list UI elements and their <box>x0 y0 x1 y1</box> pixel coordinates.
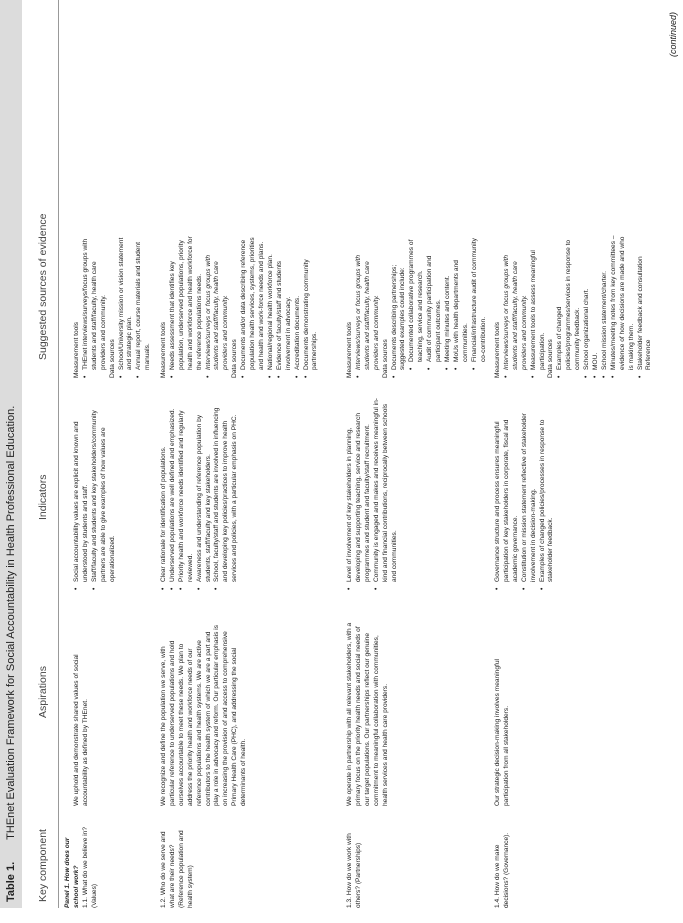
indicator-item: • Examples of changed policies/processes in response to stakeholder feedback. <box>539 398 557 582</box>
evidence-cell <box>346 233 489 378</box>
indicator-item: • Governance structure and process ensures meaningful participation of key stakeholders in corporate, fiscal and academic governance. <box>494 398 521 582</box>
indicators-cell <box>346 398 399 590</box>
evidence-item: • MOU. <box>592 233 601 370</box>
indicators-cell <box>494 398 556 590</box>
evidence-item: • Interviews/surveys or focus groups with students and staff/faculty, health care providers and community. <box>205 233 232 370</box>
indicator-item: • Clear rationale for identification of populations. <box>160 398 169 582</box>
indicator-item: • Awareness and understanding of reference population by students, staff/faculty and key stakeholders. <box>196 398 214 582</box>
evidence-sub-item: • Financial/infrastructure audit of community co-contribution. <box>471 233 489 370</box>
data-label: Data sources <box>381 339 389 378</box>
component-cell: 1.4. How do we make decisions? (Governance). <box>494 832 510 908</box>
component-cell: 1.2. Who do we serve and what are their needs? (Reference population and health system) <box>160 830 194 908</box>
component-text: 1.1. What do we believe in? (Values) <box>81 826 98 908</box>
evidence-item: • Annual report, course materials and student manuals. <box>135 233 153 370</box>
aspiration-cell: Our strategic decision-making involves meaningful participation from all stakeholders. <box>494 659 510 806</box>
header-divider <box>58 0 59 908</box>
measurement-label: Measurement tools <box>494 321 501 378</box>
evidence-item: • Accreditation documents. <box>294 233 303 370</box>
evidence-item: • Documents describing partnerships; suggested examples could include: <box>391 233 409 370</box>
indicator-item: • Constitution or mission statement reflective of stakeholder involvement in decision-making. <box>521 398 539 582</box>
evidence-item: • School/University mission or vision statement and strategic plan. <box>118 233 136 370</box>
data-label: Data sources <box>231 339 239 378</box>
evidence-item: • Measurement tools to assess meaningful participation. <box>530 233 548 370</box>
evidence-item: • THEnet interviews/surveys/focus groups with students and staff/faculty, health care providers and community. <box>82 233 109 370</box>
column-header-aspirations: Aspirations <box>37 666 49 718</box>
table-caption <box>0 0 22 908</box>
indicator-item: • Priority health and workforce needs identified and regularly reviewed. <box>178 398 196 582</box>
evidence-item: • Minutes/meeting notes from key committees – evidence of how decisions are made and who is making them. <box>610 233 637 370</box>
evidence-sub-item: • MoUs with health departments and communities. <box>453 233 471 370</box>
evidence-sub-item: • Documented collaborative programmes of teaching, service and research. <box>408 233 426 370</box>
evidence-item: • Needs assessment that identifies key population, underserved populations, priority health and workforce and health workforce for the reference populations needs. <box>169 233 205 370</box>
evidence-item: • National/regional health workforce plan. <box>267 233 276 370</box>
panel-heading: Panel 1. How does our school work? <box>64 837 80 908</box>
evidence-sub-item: • Audit of community participation and participant outcomes. <box>426 233 444 370</box>
data-label: Data sources <box>547 339 555 378</box>
indicators-cell <box>73 398 118 590</box>
measurement-label: Measurement tools <box>73 321 80 378</box>
component-cell <box>64 820 100 908</box>
evidence-cell <box>73 233 153 378</box>
column-header-key-component: Key component <box>37 829 49 902</box>
evidence-item: • Evidence of faculty/staff and students involvement in advocacy. <box>276 233 294 370</box>
evidence-item: • Examples of changed policies/programmes/services in response to community feedback. <box>556 233 583 370</box>
aspiration-cell: We operate in partnership with all relevant stakeholders, with a primary focus on the priority health needs and social needs of our target populations. Our partnerships reflect our genuine commitment to meaningful collaboration with communities, health services and health care providers. <box>346 622 389 806</box>
measurement-label: Measurement tools <box>346 321 353 378</box>
evidence-cell <box>494 233 654 378</box>
evidence-item: • Documents demonstrating community partnerships. <box>303 233 321 370</box>
indicator-item: • Staff/faculty and students and key stakeholders/community partners are able to give examples of how values are operationalized. <box>91 398 118 582</box>
column-header-evidence: Suggested sources of evidence <box>37 213 49 360</box>
table-header <box>28 0 58 908</box>
aspiration-cell: We uphold and demonstrate shared values of social accountability as defined by THEnet. <box>73 654 89 806</box>
indicator-item: • Underserved populations are well defined and emphasized. <box>169 398 178 582</box>
evidence-cell <box>160 233 320 378</box>
evidence-item: • Stakeholder feedback and consultation Reference <box>637 233 655 370</box>
indicator-item: • Community is engaged and makes and receives meaningful in-kind and financial contributions, reciprocally between schools and communities. <box>373 398 400 582</box>
continued-note: (continued) <box>668 11 678 57</box>
evidence-item: • Documents and/or data describing reference population health services, systems, priorities and health and work-force needs and plans. <box>240 233 267 370</box>
table-title: THEnet Evaluation Framework for Social Accountability in Health Professional Education. <box>5 405 17 840</box>
component-cell: 1.3. How do we work with others? (Partnerships) <box>346 833 362 908</box>
evidence-item: • School mission statement/charter. <box>601 233 610 370</box>
data-label: Data sources <box>108 339 116 378</box>
evidence-sub-item: • Meeting minutes and content. <box>444 233 453 370</box>
table-number: Table 1. <box>5 861 17 902</box>
indicator-item: • Level of involvement of key stakeholders in planning, developing and supporting teaching, service and research programmes and student and faculty/staff recruitment. <box>346 398 373 582</box>
aspiration-cell: We recognize and define the population we serve, with particular reference to underserved populations and hold ourselves accountable to meet these needs. We plan to address the priority health and workforce needs of our reference populations and health systems. We are active contributors to the health system of which we are a part and play a role in advocacy and reform. Our particular emphasis is on increasing the provision of and access to comprehensive Primary Health Care (PHC), and addressing the social determinants of health. <box>160 624 248 806</box>
evidence-item: • Interviews/surveys or focus groups with students and staff/faculty, health care providers and community. <box>355 233 382 370</box>
indicator-item: • Social accountability values are explicit and known and understood by students and staff. <box>73 398 91 582</box>
indicator-item: • School, faculty/staff and students are involved in influencing and developing key policies/practices to improve health services and policies, with a particular emphasis on PHC. <box>213 398 240 582</box>
evidence-item: • School organizational chart. <box>583 233 592 370</box>
indicators-cell <box>160 398 240 590</box>
measurement-label: Measurement tools <box>160 321 167 378</box>
column-header-indicators: Indicators <box>37 474 49 520</box>
evidence-item: • Interviews/surveys or focus groups with students and staff/faculty, health care providers and community. <box>503 233 530 370</box>
